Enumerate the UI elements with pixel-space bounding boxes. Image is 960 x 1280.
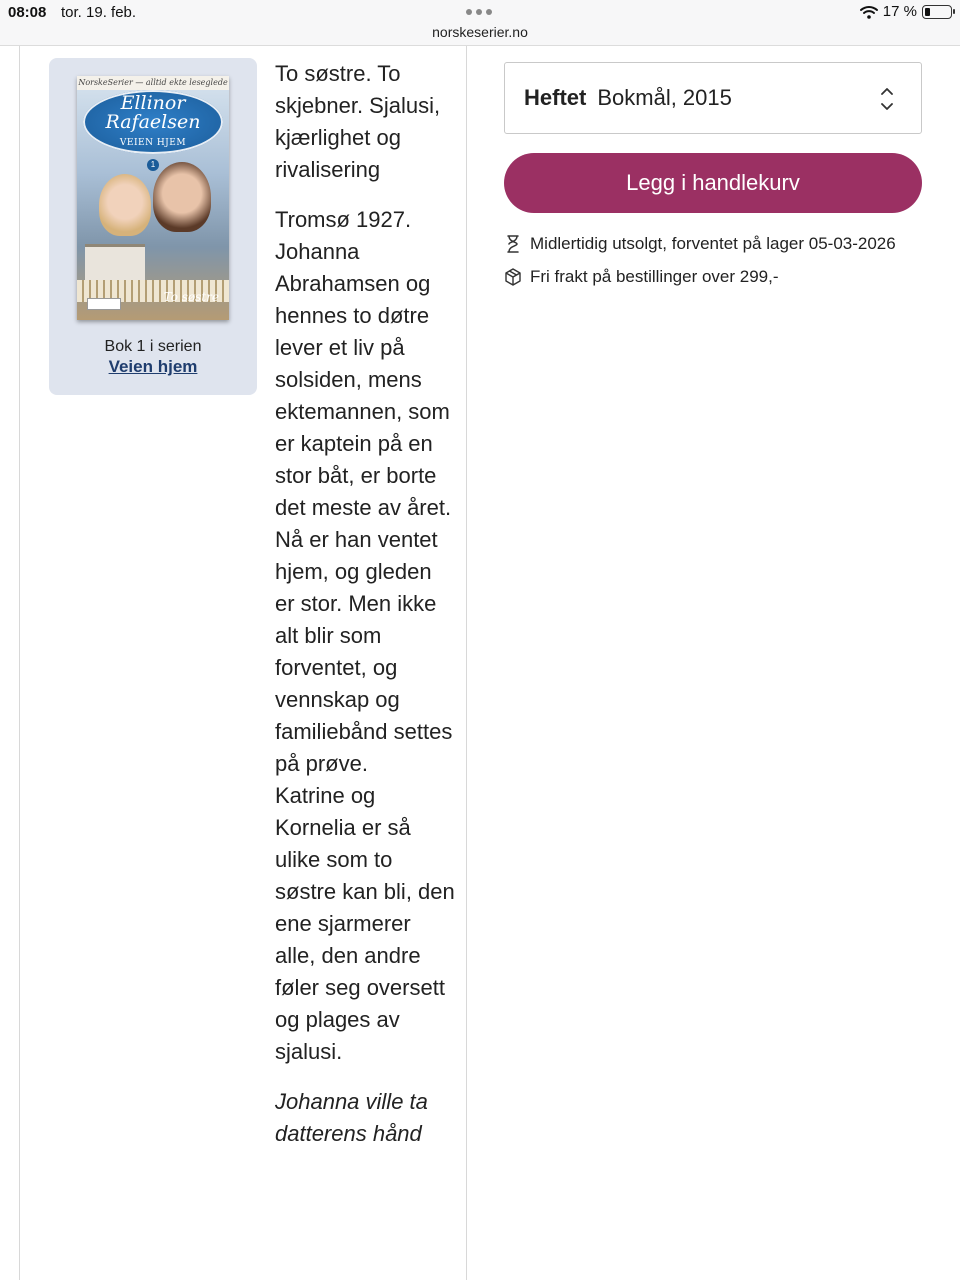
cover-publisher-banner: NorskeSerier — alltid ekte lesеglede	[77, 76, 229, 90]
battery-percent: 17 %	[882, 3, 917, 20]
cover-girl-illustration	[153, 162, 211, 232]
cover-girl-illustration	[99, 174, 151, 236]
column-divider	[466, 46, 467, 1280]
content-border-left	[19, 46, 20, 1280]
status-time: 08:08	[8, 4, 47, 21]
product-description	[275, 58, 455, 1168]
description-quote: Johanna ville ta datterens hånd	[275, 1089, 428, 1146]
book-cover-image[interactable]	[77, 76, 229, 320]
cover-book-number: 1	[147, 159, 159, 171]
status-bar	[0, 0, 960, 46]
cover-publisher-logo	[87, 298, 121, 310]
stock-status-text: Midlertidig utsolgt, forventet på lager 05-03-2026	[530, 234, 896, 253]
wifi-icon	[860, 5, 878, 19]
format-detail: Bokmål, 2015	[597, 85, 732, 110]
description-paragraph: Katrine og Kornelia er så ulike som to søstre kan bli, den ene sjarmerer alle, den andre føler seg oversett og plages av sjalusi.	[275, 783, 455, 1064]
select-chevrons-icon	[879, 85, 895, 113]
description-paragraph: Tromsø 1927. Johanna Abrahamsen og hennes to døtre lever et liv på solsiden, mens ektemannen, som er kaptein på en stor båt, er borte det meste av året. Nå er han ventet hjem, og gleden er stor. Men ikke alt blir som forventet, og vennskap og familiebånd settes på prøve.	[275, 207, 453, 776]
add-to-cart-button[interactable]: Legg i handlekurv	[504, 153, 922, 213]
cover-subtitle: To søstre	[163, 290, 219, 304]
description-tagline: To søstre. To skjebner. Sjalusi, kjærlighet og rivalisering	[275, 61, 441, 182]
status-indicators	[860, 3, 952, 20]
shipping-info-text: Fri frakt på bestillinger over 299,-	[530, 267, 779, 286]
cover-author: Ellinor Rafaelsen	[105, 92, 201, 133]
format-select[interactable]	[504, 62, 922, 134]
cover-series-name: VEIEN HJEM	[119, 138, 187, 148]
series-card	[49, 58, 257, 395]
stock-status	[504, 234, 944, 254]
package-icon	[504, 267, 522, 287]
hourglass-icon	[504, 234, 522, 254]
format-type: Heftet	[524, 85, 587, 110]
shipping-info	[504, 267, 944, 287]
status-date: tor. 19. feb.	[61, 4, 137, 21]
battery-icon	[922, 5, 952, 19]
address-url[interactable]: norskeserier.no	[432, 24, 528, 40]
multitasking-dots-icon[interactable]	[466, 9, 492, 15]
series-link[interactable]: Veien hjem	[108, 357, 198, 376]
series-position-label: Bok 1 i serien	[104, 338, 202, 355]
